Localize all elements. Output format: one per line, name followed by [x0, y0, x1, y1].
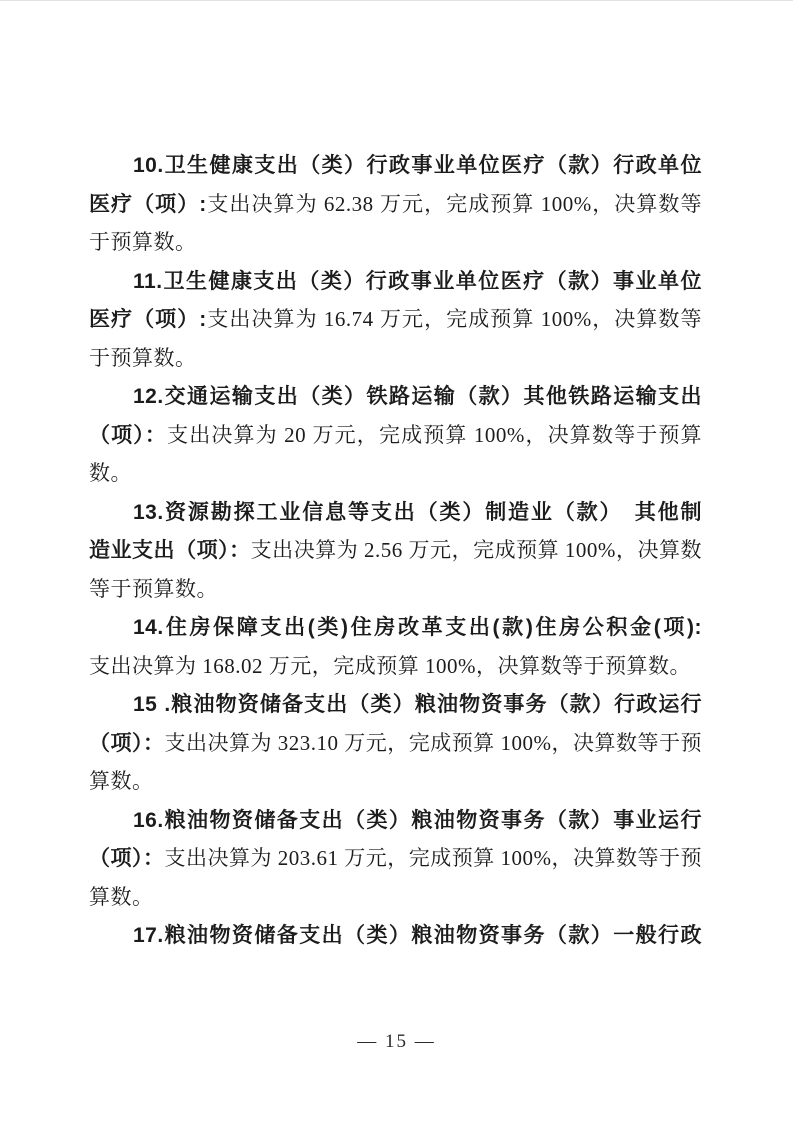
document-body	[89, 146, 702, 955]
text-line	[89, 339, 702, 378]
body-text: 支出决算为 323.10 万元，完成预算 100%，决算数等于预	[164, 730, 702, 755]
text-line	[89, 454, 702, 493]
text-line	[89, 608, 702, 647]
heading-text: 医疗（项）:	[89, 308, 207, 331]
text-line	[89, 146, 702, 185]
text-line	[89, 300, 702, 339]
heading-text: 16.粮油物资储备支出（类）粮油物资事务（款）事业运行	[133, 808, 702, 832]
body-text: 支出决算为 62.38 万元，完成预算 100%，决算数等	[206, 191, 702, 216]
document-paragraph	[89, 801, 702, 917]
heading-text: 13.资源勘探工业信息等支出（类）制造业（款） 其他制	[133, 500, 702, 524]
text-line	[89, 647, 702, 686]
heading-text: （项）：	[89, 731, 165, 755]
body-text: 支出决算为 203.61 万元，完成预算 100%，决算数等于预	[164, 846, 702, 870]
heading-text: 医疗（项）:	[89, 192, 207, 216]
document-paragraph	[89, 916, 702, 955]
heading-text: 12.交通运输支出（类）铁路运输（款）其他铁路运输支出	[133, 385, 702, 408]
heading-text: 11.卫生健康支出（类）行政事业单位医疗（款）事业单位	[133, 269, 702, 293]
heading-text: 10.卫生健康支出（类）行政事业单位医疗（款）行政单位	[133, 154, 702, 177]
text-line	[89, 724, 702, 763]
body-text: 于预算数。	[89, 345, 197, 370]
text-line	[89, 223, 702, 262]
body-text: 支出决算为 2.56 万元，完成预算 100%，决算数	[250, 538, 702, 562]
body-text: 等于预算数。	[89, 576, 218, 601]
text-line	[89, 262, 702, 301]
page-footer	[0, 1031, 793, 1053]
body-text: 算数。	[89, 884, 154, 909]
text-line	[89, 685, 702, 724]
text-line	[89, 916, 702, 955]
document-paragraph	[89, 493, 702, 609]
heading-text: （项）：	[89, 847, 165, 870]
heading-text: 15 .粮油物资储备支出（类）粮油物资事务（款）行政运行	[133, 693, 702, 716]
heading-text: 造业支出（项）：	[89, 539, 251, 562]
body-text: 数。	[89, 461, 132, 485]
page-number: — 15 —	[357, 1031, 436, 1052]
document-paragraph	[89, 685, 702, 801]
document-paragraph	[89, 608, 702, 685]
heading-text: 14.住房保障支出(类)住房改革支出(款)住房公积金(项):	[133, 616, 702, 639]
text-line	[89, 801, 702, 840]
text-line	[89, 878, 702, 917]
body-text: 算数。	[89, 769, 154, 793]
heading-text: （项）：	[89, 423, 168, 447]
document-paragraph	[89, 146, 702, 262]
document-paragraph	[89, 262, 702, 378]
text-line	[89, 570, 702, 609]
body-text: 支出决算为 16.74 万元，完成预算 100%，决算数等	[206, 307, 702, 331]
text-line	[89, 493, 702, 532]
body-text: 支出决算为 20 万元，完成预算 100%，决算数等于预算	[167, 422, 702, 447]
body-text: 支出决算为 168.02 万元，完成预算 100%，决算数等于预算数。	[89, 653, 691, 678]
text-line	[89, 839, 702, 878]
text-line	[89, 531, 702, 570]
text-line	[89, 185, 702, 224]
heading-text: 17.粮油物资储备支出（类）粮油物资事务（款）一般行政	[133, 924, 702, 947]
body-text: 于预算数。	[89, 230, 197, 254]
text-line	[89, 416, 702, 455]
document-paragraph	[89, 377, 702, 493]
text-line	[89, 377, 702, 416]
text-line	[89, 762, 702, 801]
